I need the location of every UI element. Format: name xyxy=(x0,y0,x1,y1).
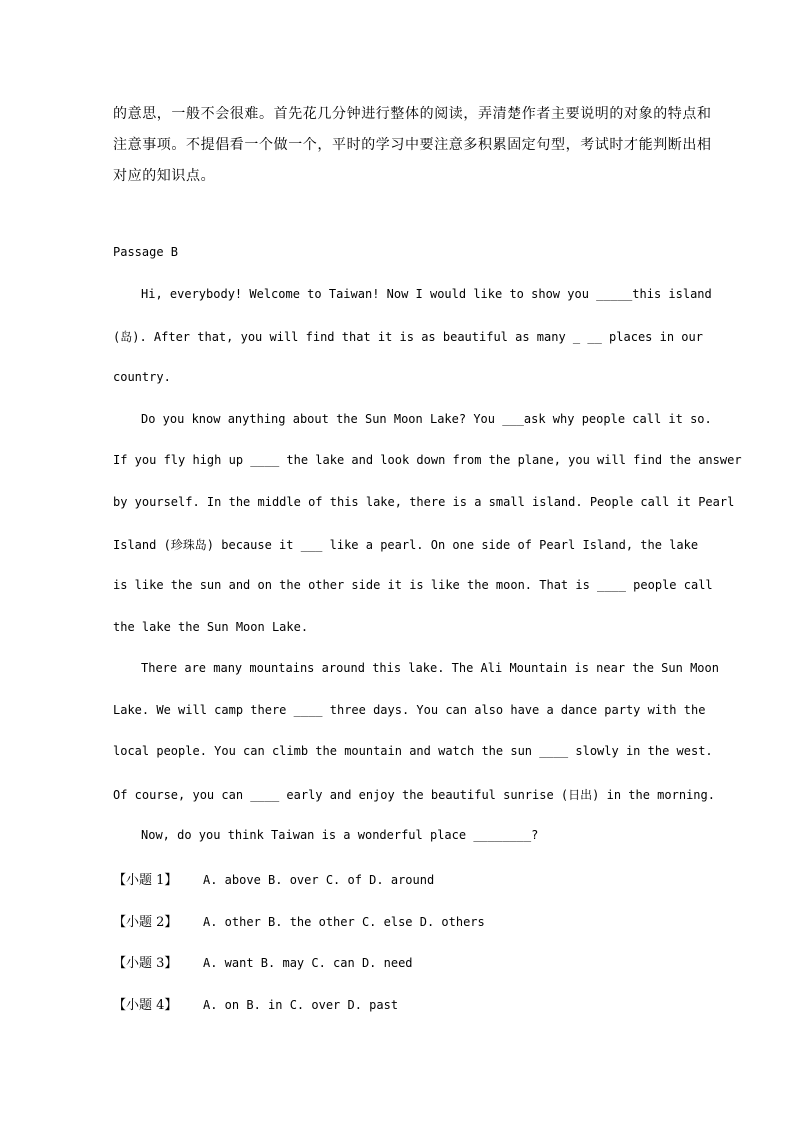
question-row xyxy=(113,911,485,930)
passage-line: Of course, you can ____ early and enjoy the beautiful sunrise (日出) in the morning. xyxy=(113,788,715,802)
passage-line: by yourself. In the middle of this lake, there is a small island. People call it Pearl xyxy=(113,495,735,509)
intro-line-2: 注意事项。不提倡看一个做一个，平时的学习中要注意多积累固定句型，考试时才能判断出相 xyxy=(113,137,712,153)
intro-line-3: 对应的知识点。 xyxy=(113,168,216,184)
passage-line: local people. You can climb the mountain and watch the sun ____ slowly in the west. xyxy=(113,744,713,758)
passage-title: Passage B xyxy=(113,245,179,259)
question-options: A. above B. over C. of D. around xyxy=(203,873,435,887)
passage-line: There are many mountains around this lake. The Ali Mountain is near the Sun Moon xyxy=(141,661,719,675)
question-row xyxy=(113,994,398,1013)
passage-line: the lake the Sun Moon Lake. xyxy=(113,620,309,634)
question-options: A. want B. may C. can D. need xyxy=(203,956,413,970)
passage-line: Do you know anything about the Sun Moon Lake? You ___ask why people call it so. xyxy=(141,412,712,426)
passage-line: If you fly high up ____ the lake and look down from the plane, you will find the answer xyxy=(113,453,742,467)
question-options: A. other B. the other C. else D. others xyxy=(203,915,485,929)
passage-line: Hi, everybody! Welcome to Taiwan! Now I would like to show you _____this island xyxy=(141,287,712,301)
passage-line: Now, do you think Taiwan is a wonderful place ________? xyxy=(141,828,539,842)
question-label: 【小题 4】 xyxy=(113,998,178,1013)
passage-line: Lake. We will camp there ____ three days. You can also have a dance party with the xyxy=(113,703,706,717)
passage-line: is like the sun and on the other side it is like the moon. That is ____ people call xyxy=(113,578,713,592)
question-label: 【小题 1】 xyxy=(113,873,178,888)
passage-line: Island (珍珠岛) because it ___ like a pearl. On one side of Pearl Island, the lake xyxy=(113,538,699,552)
question-options: A. on B. in C. over D. past xyxy=(203,998,399,1012)
passage-line: country. xyxy=(113,370,171,384)
question-label: 【小题 3】 xyxy=(113,956,178,971)
intro-line-1: 的意思，一般不会很难。首先花几分钟进行整体的阅读，弄清楚作者主要说明的对象的特点和 xyxy=(113,106,712,122)
question-row xyxy=(113,869,434,888)
passage-line: (岛). After that, you will find that it is as beautiful as many _ __ places in our xyxy=(113,330,703,344)
question-row xyxy=(113,952,413,971)
question-label: 【小题 2】 xyxy=(113,915,178,930)
